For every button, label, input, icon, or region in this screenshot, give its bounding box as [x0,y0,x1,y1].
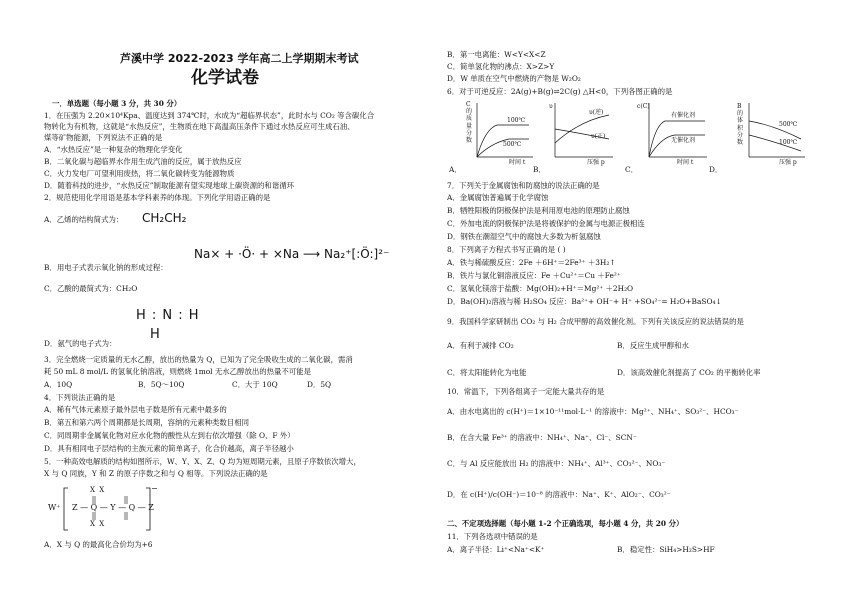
q3-stem-line2: 耗 50 mL 8 mol/L 的氢氧化钠溶液，则燃烧 1mol 无水乙醇放出的热量不可能是 [44,367,311,376]
q5-option-d: D．W 单质在空气中燃烧的产物是 W₂O₂ [447,74,581,83]
q3-option-d: D．5Q [307,380,332,389]
q2-option-d-formula-top: H : N : H [136,308,200,323]
q5-stem-line1: 5．一种高效电解质的结构如图所示，W、Y、X、Z、Q 均为短周期元素，且原子序数依次增大， [44,457,361,466]
q1-option-a: A．“水热反应”是一种复杂的物理化学变化 [44,145,183,154]
q5-struct-bottom: X X [90,520,106,528]
q3-option-a: A．10Q [44,380,73,389]
q6-graph-a-curve1: 100℃ [507,117,526,124]
q11-option-a: A．离子半径：Li⁺<Na⁺<K⁺ [447,545,545,554]
q4-stem: 4．下列说法正确的是 [44,393,116,402]
q5-struct-cation: W⁺ [48,503,61,512]
q1-option-b: B．二氧化碳与超临界水作用生成汽油的反应，属于放热反应 [44,157,242,166]
section-1-heading: 一．单选题（每小题 3 分，共 30 分） [52,99,182,108]
q6-graph-b-ylabel: υ [549,103,553,110]
q6-graph-d-curve2: 100℃ [779,139,798,146]
q6-graph-d-ylabel: B 的体积分数 [737,103,744,146]
q9-option-d: D．该高效催化剂提高了 CO₂ 的平衡转化率 [617,368,761,377]
section-2-heading: 二、不定项选择题（每小题 1-2 个正确选项，每小题 4 分，共 20 分） [447,519,684,528]
q2-option-b-label: B．用电子式表示氧化钠的形成过程： [44,263,168,272]
q8-option-c: C．氢氧化镁溶于盐酸：Mg(OH)₂+H⁺＝Mg²⁺ ＋2H₂O [447,284,634,293]
q10-option-d: D．在 c(H⁺)/c(OH⁻)＝10⁻⁸ 的溶液中：Na⁺、K⁺、AlO₂⁻、CO₃²⁻ [447,490,671,499]
q6-graph-d [709,99,809,175]
q6-graph-a [449,99,537,175]
q2-option-d-formula-bottom: H [150,327,161,342]
q4-option-b: B．第五和第六两个周期都是长周期，容纳的元素种类数目相同 [44,418,249,427]
q7-option-d: D．钢铁在潮湿空气中的腐蚀大多数为析氢腐蚀 [447,232,601,241]
q4-option-c: C．同周期非金属氧化物对应水化物的酸性从左到右依次增强（除 O、F 外） [44,431,295,440]
q2-option-c: C．乙酸的最简式为：CH₂O [44,284,138,293]
school-title: 芦溪中学 2022-2023 学年高二上学期期末考试 [120,52,359,65]
q5-option-b: B．第一电离能：W<Y<X<Z [447,50,546,59]
q6-graph-a-ylabel: C 的质量分数 [466,101,473,144]
subject-title: 化学试卷 [191,68,259,88]
q1-option-c: C．火力发电厂可望利用废热，将二氧化碳转变为能源物质 [44,169,235,178]
q9-stem: 9．我国科学家研制出 CO₂ 与 H₂ 合成甲醇的高效催化剂。下列有关该反应的说法错误的是 [447,317,744,326]
q6-graph-b [533,99,619,175]
q6-graph-b-curve1: υ(逆) [589,109,604,116]
q10-stem: 10．常温下，下列各组离子一定能大量共存的是 [447,387,605,396]
q8-option-d: D．Ba(OH)₂溶液与稀 H₂SO₄ 反应：Ba²⁺+ OH⁻+ H⁺ +SO₄²⁻= H₂O+BaSO₄↓ [447,297,722,306]
q11-option-b: B．稳定性：SiH₄>H₂S>HF [617,545,715,554]
q6-graph-a-xlabel: 时间 t [509,159,526,166]
q1-stem-line3: 煤等矿物能源，下列说法不正确的是 [44,133,163,142]
q2-stem: 2．规范使用化学用语是基本学科素养的体现。下列化学用语正确的是 [44,193,271,202]
q2-option-b-formula: Na× + ·Ö· + ×Na ⟶ Na₂⁺[:Ö:]²⁻ [194,247,390,261]
q2-option-d-label: D．氨气的电子式为： [44,339,117,348]
q7-stem: 7．下列关于金属腐蚀和防腐蚀的说法正确的是 [447,181,600,190]
q9-option-b: B．反应生成甲醇和水 [617,341,689,350]
q3-option-b: B．5Q～10Q [138,380,185,389]
q4-option-a: A．稀有气体元素原子最外层电子数是所有元素中最多的 [44,405,227,414]
q1-stem-line2: 物转化为有机物，这就是“水热反应”，生物质在地下高温高压条件下通过水热反应可生成石油、 [44,122,355,131]
q5-struct-top: X X [90,486,106,494]
q6-graph-c-xlabel: 时间 t [677,159,694,166]
q6-option-b: B． [533,165,546,174]
q7-option-b: B．牺牲阳极的阴极保护法是利用原电池的原理防止腐蚀 [447,206,630,215]
q5-stem-line2: X 与 Q 同族，Y 和 Z 的原子序数之和与 Q 相等。下列说法正确的是 [44,469,268,478]
q10-option-a: A．由水电离出的 c(H⁺)＝1×10⁻¹¹mol·L⁻¹ 的溶液中：Mg²⁺、NH₄⁺、SO₃²⁻、HCO₃⁻ [447,407,739,416]
q6-stem: 6．对于可逆反应：2A(g)+B(g)⇌2C(g) △H<0，下列各图正确的是 [447,87,673,96]
q5-option-a: A．X 与 Q 的最高化合价均为+6 [44,540,153,549]
q9-option-c: C．将太阳能转化为电能 [447,368,527,377]
q3-option-c: C．大于 10Q [232,380,278,389]
q11-stem: 11．下列各选项中错误的是 [447,532,538,541]
q5-struct-center: Z — Q — Y — Q — Z [72,503,154,512]
q6-graph-b-xlabel: 压强 p [587,159,605,166]
q6-option-d: D． [709,165,723,174]
q7-option-a: A．金属腐蚀普遍属于化学腐蚀 [447,193,549,202]
q9-option-a: A．有利于减排 CO₂ [447,341,514,350]
q10-option-b: B．在含大量 Fe³⁺ 的溶液中：NH₄⁺、Na⁺、Cl⁻、SCN⁻ [447,433,637,442]
q6-option-c: C． [625,165,639,174]
q6-graph-c-ylabel: c(C) [637,103,650,110]
q5-struct-charge: − [151,484,158,493]
q6-graph-d-curve1: 500℃ [779,121,798,128]
q8-stem: 8．下列离子方程式书写正确的是 ( ) [447,245,566,254]
q5-struct-brackets [62,486,152,532]
q5-option-c: C．简单氢化物的沸点：X>Z>Y [447,62,555,71]
q8-option-a: A．铁与稀硫酸反应：2Fe ＋6H⁺＝2Fe³⁺ ＋3H₂↑ [447,258,616,267]
q6-option-a: A． [449,165,462,174]
q4-option-d: D．具有相同电子层结构的主族元素的简单离子，化合价越高，离子半径越小 [44,444,294,453]
q6-graph-a-curve2: 500℃ [503,141,522,148]
q6-graph-c-curve2: 无催化剂 [671,137,696,144]
q6-graph-d-xlabel: 压强 p [779,159,797,166]
q6-graph-c [625,99,711,175]
q2-option-a-formula: CH₂CH₂ [142,211,187,225]
q10-option-c: C．与 Al 反应能放出 H₂ 的溶液中：NH₄⁺、Al³⁺、CO₃²⁻、NO₃⁻ [447,459,666,468]
q3-stem-line1: 3．完全燃烧一定质量的无水乙醇，放出的热量为 Q，已知为了完全吸收生成的二氧化碳，需消 [44,355,353,364]
q7-option-c: C．外加电流的阴极保护法是将被保护的金属与电源正极相连 [447,219,645,228]
q1-stem-line1: 1．在压强为 2.20×10⁴Kpa、温度达到 374℃时，水成为“超临界状态”，此时水与 CO₂ 等含碳化合 [44,111,375,120]
q6-graph-b-curve2: υ(正) [591,133,606,140]
q8-option-b: B．铁片与氯化铜溶液反应：Fe ＋Cu²⁺＝Cu ＋Fe²⁺ [447,271,621,280]
q1-option-d: D．随着科技的进步，“水热反应”制取能源有望实现地球上碳资源的和谐循环 [44,181,294,190]
q6-graph-c-curve1: 有催化剂 [671,112,696,119]
q2-option-a-label: A．乙烯的结构简式为： [44,215,124,224]
